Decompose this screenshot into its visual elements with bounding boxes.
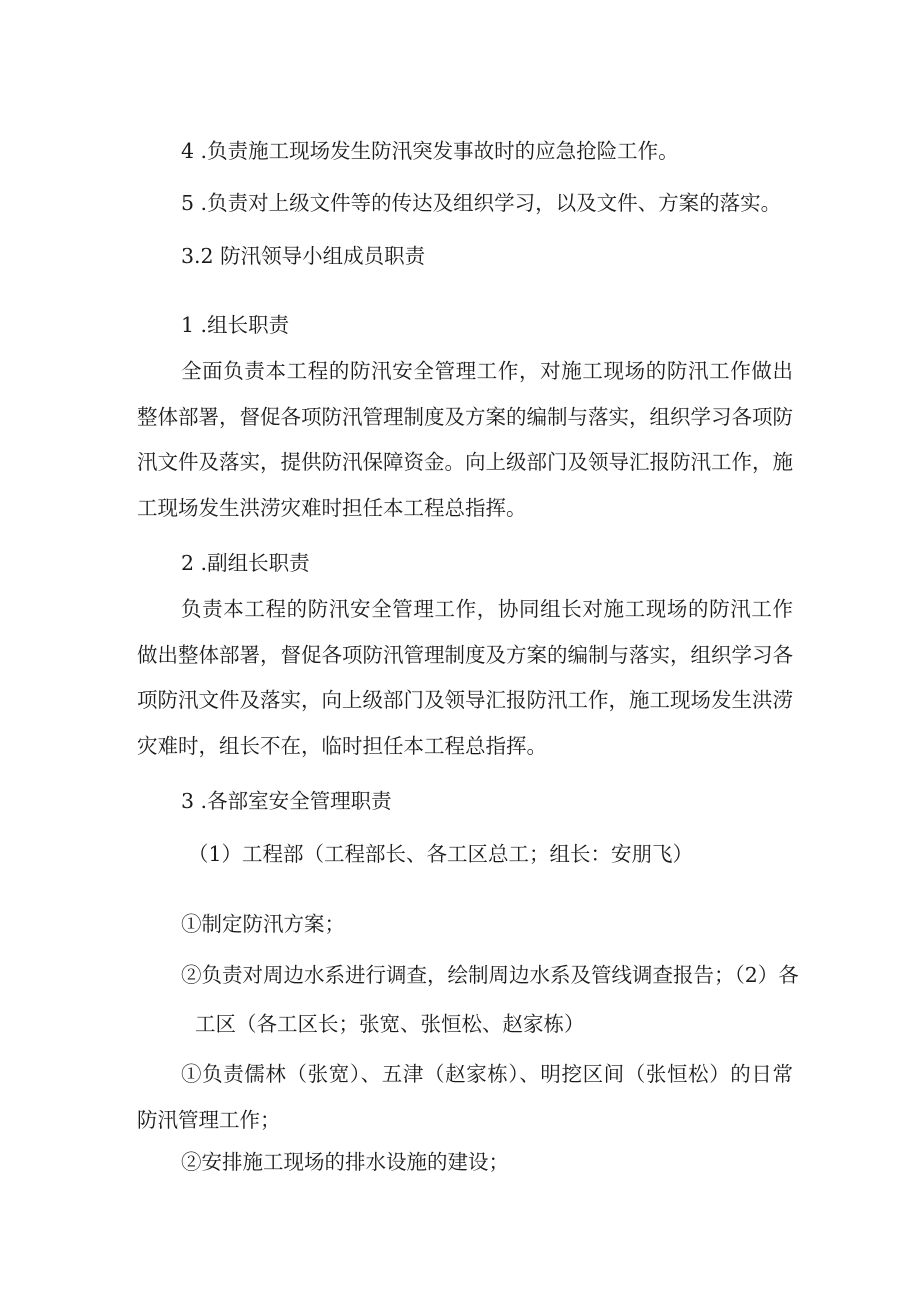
engineering-item-2: ②负责对周边水系进行调查，绘制周边水系及管线调查报告；（2）各 <box>181 963 799 987</box>
engineering-item-1: ①制定防汛方案； <box>181 912 345 936</box>
work-area-item-2: ②安排施工现场的排水设施的建设； <box>181 1150 509 1174</box>
leader-duties-body: 全面负责本工程的防汛安全管理工作，对施工现场的防汛工作做出整体部署，督促各项防汛管理制度及方案的编制与落实，组织学习各项防汛文件及落实，提供防汛保障资金。向上级部门及领导汇报防汛工作，施工现场发生洪涝灾难时担任本工程总指挥。 <box>137 359 793 520</box>
departments-heading: 3 .各部室安全管理职责 <box>181 789 392 813</box>
deputy-duties-body: 负责本工程的防汛安全管理工作，协同组长对施工现场的防汛工作做出整体部署，督促各项防汛管理制度及方案的编制与落实，组织学习各项防汛文件及落实，向上级部门及领导汇报防汛工作，施工现场发生洪涝灾难时，组长不在，临时担任本工程总指挥。 <box>137 597 793 758</box>
section-heading: 3.2 防汛领导小组成员职责 <box>181 244 426 268</box>
deputy-duties-heading: 2 .副组长职责 <box>181 551 310 575</box>
list-item-5: 5 .负责对上级文件等的传达及组织学习，以及文件、方案的落实。 <box>181 191 782 215</box>
engineering-dept-heading: （1）工程部（工程部长、各工区总工；组长：安朋飞） <box>188 842 694 866</box>
work-area-item-1: ①负责儒林（张宽）、五津（赵家栋）、明挖区间（张恒松）的日常防汛管理工作； <box>137 1062 793 1132</box>
list-item-4: 4 .负责施工现场发生防汛突发事故时的应急抢险工作。 <box>181 139 679 163</box>
leader-duties-heading: 1 .组长职责 <box>181 313 290 337</box>
work-area-heading: 工区（各工区长；张宽、张恒松、赵家栋） <box>195 1012 585 1036</box>
